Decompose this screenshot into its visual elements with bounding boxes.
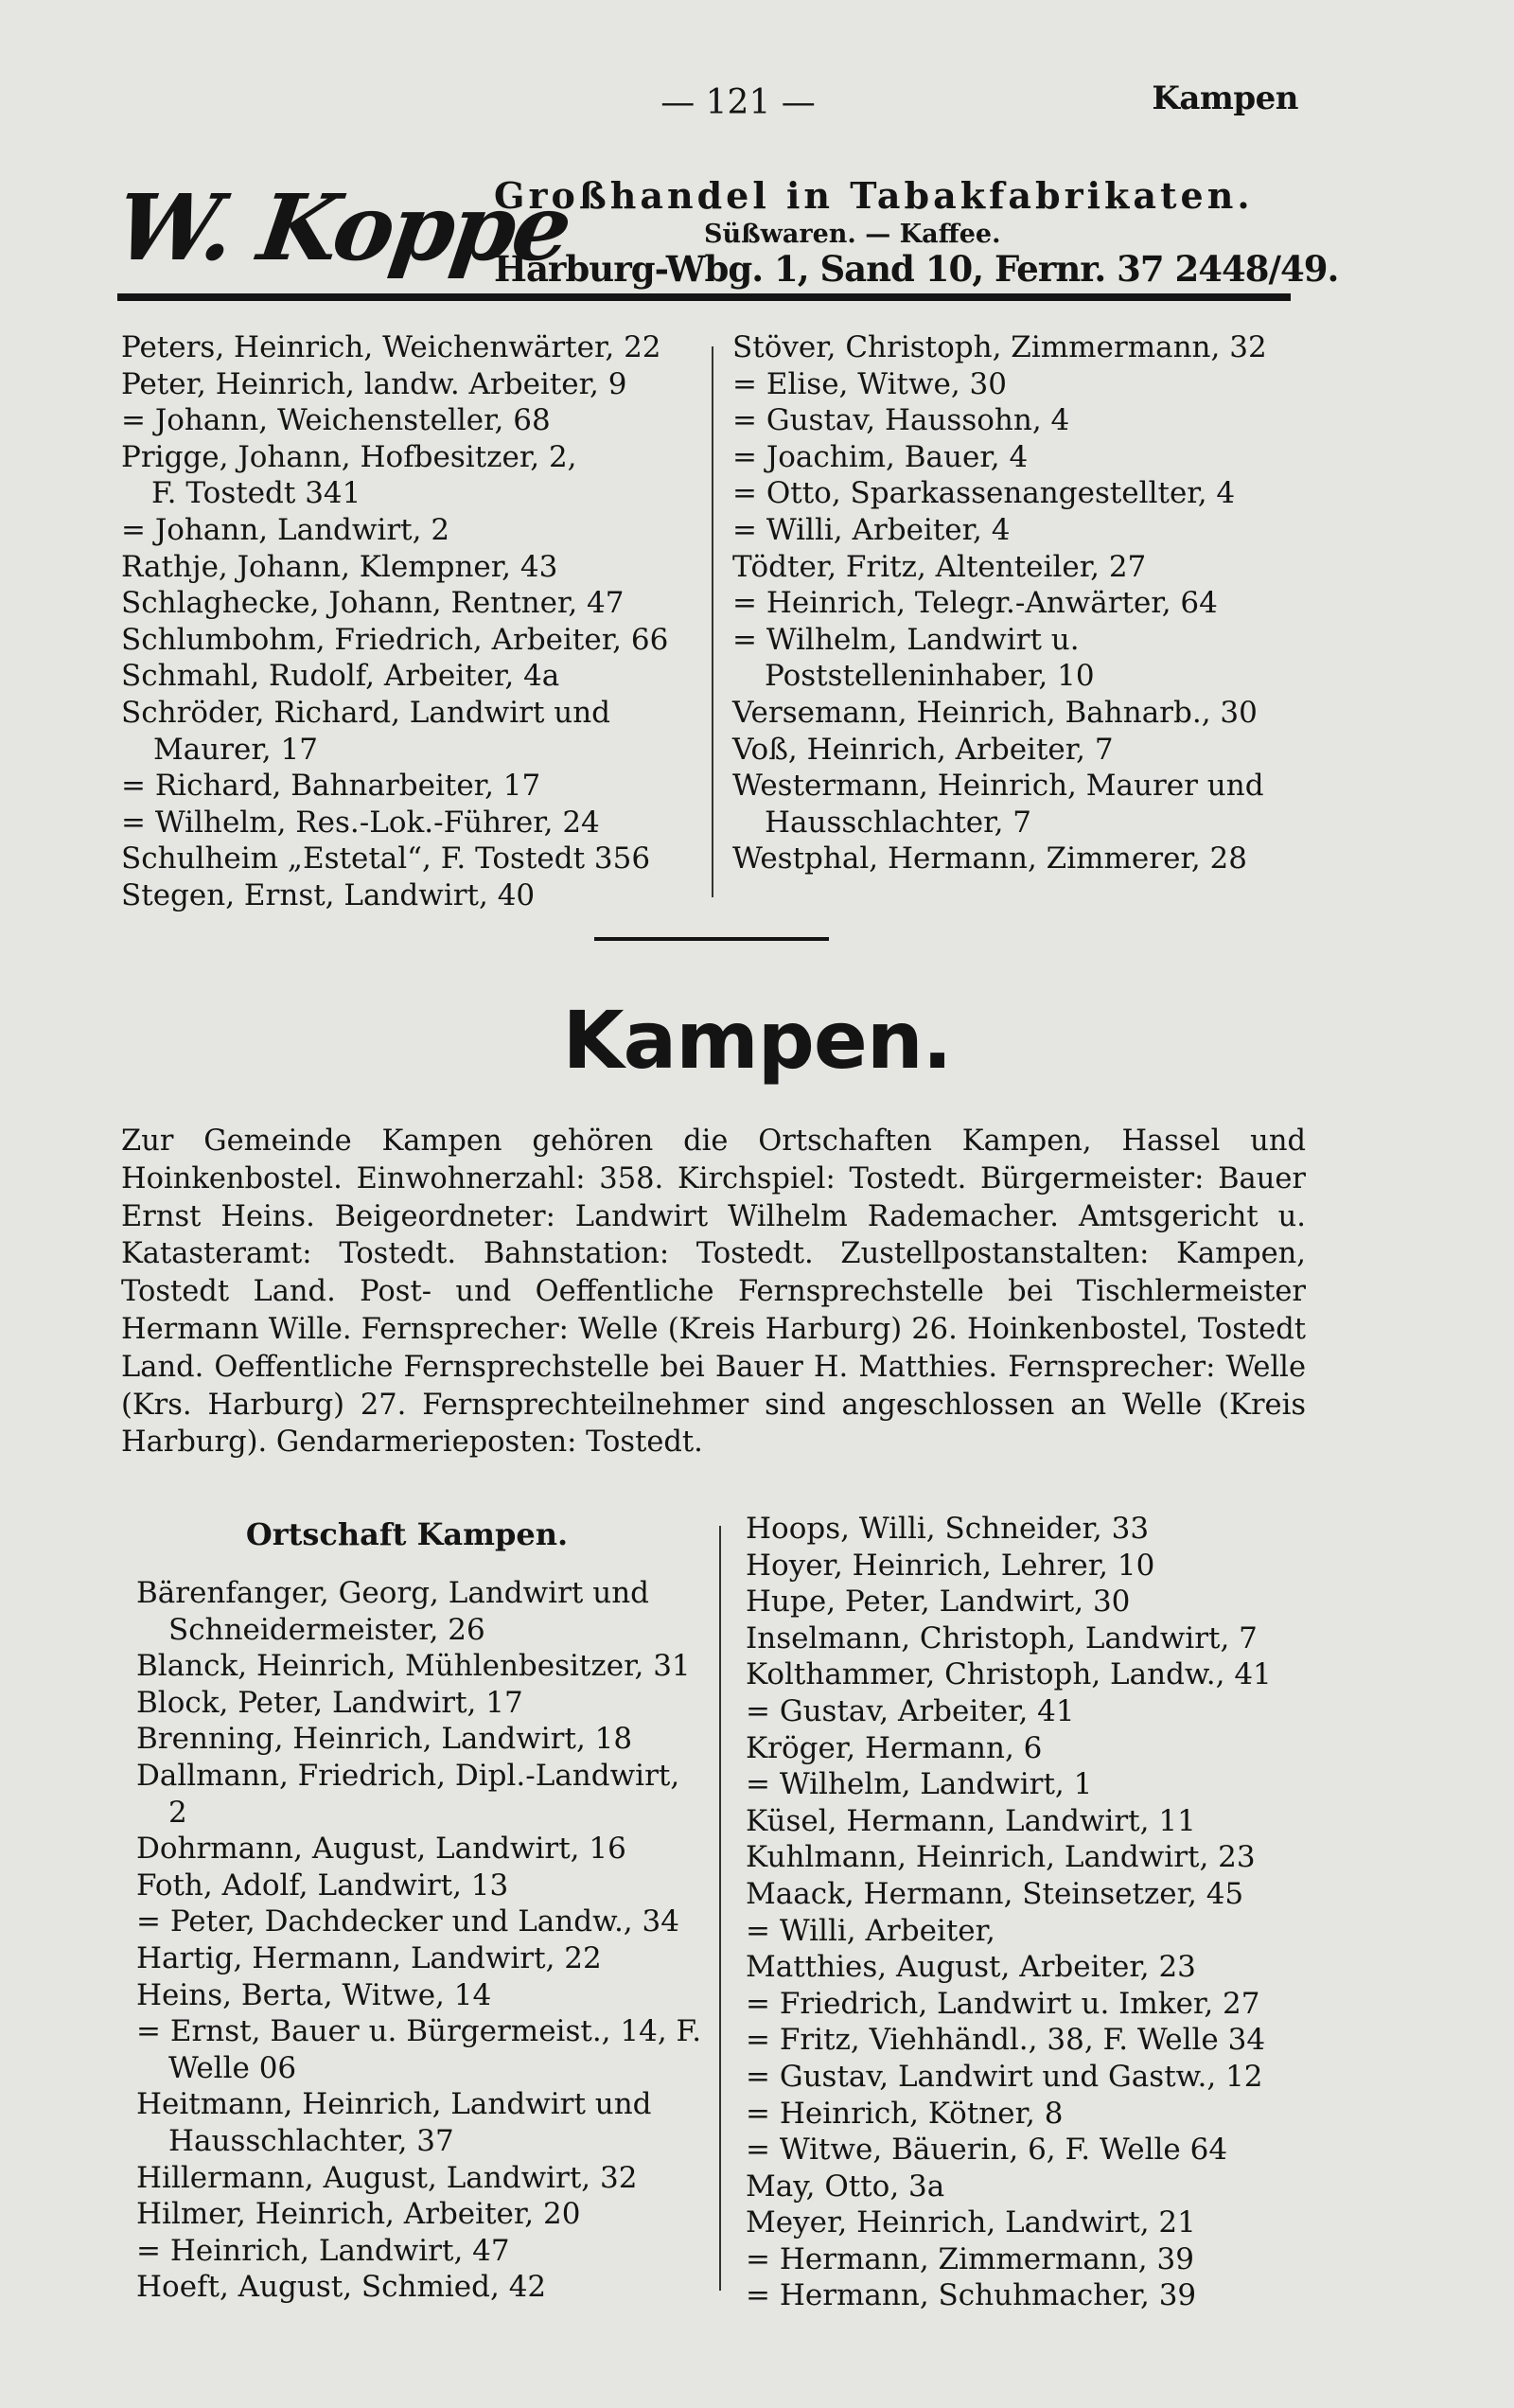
list-item: = Wilhelm, Landwirt, 1	[746, 1767, 1093, 1802]
ad-line-business: Großhandel in Tabakfabrikaten.	[494, 174, 1254, 217]
list-item: Peters, Heinrich, Weichenwärter, 22	[121, 330, 661, 364]
list-item: = Johann, Landwirt, 2	[121, 512, 450, 547]
list-item: Westphal, Hermann, Zimmerer, 28	[732, 841, 1247, 876]
section-divider	[594, 937, 829, 941]
section-title: Kampen.	[562, 994, 952, 1087]
list-item: = Hermann, Schuhmacher, 39	[746, 2278, 1197, 2313]
column-divider	[719, 1526, 721, 2291]
list-item: = Peter, Dachdecker und Landw., 34	[136, 1904, 679, 1939]
list-item: Schlaghecke, Johann, Rentner, 47	[121, 586, 625, 621]
list-item: = Heinrich, Landwirt, 47	[136, 2233, 510, 2268]
list-item: Foth, Adolf, Landwirt, 13	[136, 1868, 509, 1903]
list-item: Stöver, Christoph, Zimmermann, 32	[732, 330, 1267, 364]
top-left-column	[121, 329, 695, 914]
list-item: Hartig, Hermann, Landwirt, 22	[136, 1940, 602, 1975]
list-item: = Witwe, Bäuerin, 6, F. Welle 64	[746, 2133, 1228, 2168]
list-item: = Gustav, Landwirt und Gastw., 12	[746, 2059, 1263, 2094]
list-item: May, Otto, 3a	[746, 2169, 945, 2204]
list-item: Dallmann, Friedrich, Dipl.-Landwirt, 2	[136, 1758, 680, 1830]
list-item: = Ernst, Bauer u. Bürgermeist., 14, F. Welle 06	[136, 2014, 702, 2085]
ad-logo: W. Koppe	[110, 174, 576, 281]
list-item: Heins, Berta, Witwe, 14	[136, 1977, 492, 2012]
list-item: Küsel, Hermann, Landwirt, 11	[746, 1803, 1196, 1838]
list-item: Maack, Hermann, Steinsetzer, 45	[746, 1876, 1244, 1911]
list-item: = Fritz, Viehhändl., 38, F. Welle 34	[746, 2023, 1266, 2058]
list-item: Dohrmann, August, Landwirt, 16	[136, 1832, 626, 1867]
list-item: = Johann, Weichensteller, 68	[121, 403, 551, 438]
list-item: Stegen, Ernst, Landwirt, 40	[121, 877, 536, 912]
list-item: Kuhlmann, Heinrich, Landwirt, 23	[746, 1840, 1256, 1875]
list-item: Block, Peter, Landwirt, 17	[136, 1685, 523, 1720]
advertisement	[110, 167, 1339, 290]
list-item: = Wilhelm, Landwirt u. Poststelleninhaber, 10	[732, 622, 1095, 694]
list-item: = Otto, Sparkassenangestellter, 4	[732, 476, 1236, 511]
list-item: Bärenfanger, Georg, Landwirt und Schneidermeister, 26	[136, 1576, 650, 1647]
municipality-info: Zur Gemeinde Kampen gehören die Ortschaften Kampen, Hassel und Hoinkenbostel. Einwohnerzahl: 358. Kirchspiel: Tostedt. Bürgermeister: Bauer Ernst Heins. Beigeordneter: Landwirt Wilhelm Rademacher. Amtsgericht u. Katasteramt: Tostedt. Bahnstation: Tostedt. Zustellpostanstalten: Kampen, Tostedt Land. Post- und Oeffentliche Fernsprechstelle bei Tischlermeister Hermann Wille. Fernsprecher: Welle (Kreis Harburg) 26. Hoinkenbostel, Tostedt Land. Oeffentliche Fernsprechstelle bei Bauer H. Matthies. Fernsprecher: Welle (Krs. Harburg) 27. Fernsprechteilnehmer sind angeschlossen an Welle (Kreis Harburg). Gendarmerieposten: Tostedt.	[121, 1124, 1306, 1460]
list-item: = Joachim, Bauer, 4	[732, 439, 1029, 474]
ad-line-address: Harburg-Wbg. 1, Sand 10, Fernr. 37 2448/49.	[494, 248, 1339, 290]
list-item: = Wilhelm, Res.-Lok.-Führer, 24	[121, 805, 600, 840]
list-item: Westermann, Heinrich, Maurer und Hausschlachter, 7	[732, 769, 1264, 840]
list-item: Hupe, Peter, Landwirt, 30	[746, 1585, 1131, 1620]
list-item: = Elise, Witwe, 30	[732, 366, 1007, 401]
list-item: Versemann, Heinrich, Bahnarb., 30	[732, 695, 1258, 730]
top-right-column	[732, 329, 1315, 877]
list-item: Kröger, Hermann, 6	[746, 1730, 1043, 1765]
list-item: Blanck, Heinrich, Mühlenbesitzer, 31	[136, 1649, 691, 1684]
list-item: Kolthammer, Christoph, Landw., 41	[746, 1657, 1272, 1692]
list-item: Peter, Heinrich, landw. Arbeiter, 9	[121, 366, 627, 401]
list-item: = Friedrich, Landwirt u. Imker, 27	[746, 1986, 1260, 2021]
list-item: Matthies, August, Arbeiter, 23	[746, 1950, 1196, 1985]
list-item: = Gustav, Arbeiter, 41	[746, 1693, 1075, 1728]
sub-heading: Ortschaft Kampen.	[245, 1516, 569, 1552]
ad-line-products: Süßwaren. — Kaffee.	[704, 220, 1001, 249]
list-item: Schulheim „Estetal“, F. Tostedt 356	[121, 841, 651, 876]
list-item: Prigge, Johann, Hofbesitzer, 2,	[121, 439, 577, 474]
list-item: F. Tostedt 341	[151, 476, 361, 511]
column-divider	[712, 346, 713, 897]
list-item: Hoyer, Heinrich, Lehrer, 10	[746, 1548, 1155, 1583]
list-item: Meyer, Heinrich, Landwirt, 21	[746, 2205, 1196, 2240]
list-item: Inselmann, Christoph, Landwirt, 7	[746, 1620, 1258, 1656]
ad-divider	[117, 293, 1291, 301]
list-item: Hillermann, August, Landwirt, 32	[136, 2160, 638, 2195]
list-item: Schlumbohm, Friedrich, Arbeiter, 66	[121, 622, 669, 657]
list-item: Schröder, Richard, Landwirt und Maurer, 17	[121, 695, 611, 767]
bottom-left-column	[136, 1575, 704, 2306]
list-item: Tödter, Fritz, Altenteiler, 27	[732, 549, 1147, 584]
list-item: = Heinrich, Telegr.-Anwärter, 64	[732, 586, 1218, 621]
list-item: = Heinrich, Kötner, 8	[746, 2096, 1064, 2131]
list-item: = Gustav, Haussohn, 4	[732, 403, 1070, 438]
list-item: = Willi, Arbeiter,	[746, 1913, 995, 1948]
list-item: Voß, Heinrich, Arbeiter, 7	[732, 732, 1114, 767]
list-item: = Hermann, Zimmermann, 39	[746, 2241, 1194, 2276]
page-number: — 121 —	[660, 83, 816, 122]
list-item: = Willi, Arbeiter, 4	[732, 512, 1011, 547]
list-item: Hoeft, August, Schmied, 42	[136, 2270, 547, 2305]
list-item: Schmahl, Rudolf, Arbeiter, 4a	[121, 659, 560, 694]
list-item: = Richard, Bahnarbeiter, 17	[121, 769, 541, 804]
list-item: Hoops, Willi, Schneider, 33	[746, 1512, 1150, 1546]
list-item: Heitmann, Heinrich, Landwirt und Hausschlachter, 37	[136, 2087, 652, 2158]
bottom-right-column	[746, 1511, 1313, 2314]
list-item: Hilmer, Heinrich, Arbeiter, 20	[136, 2197, 581, 2232]
list-item: Rathje, Johann, Klempner, 43	[121, 549, 558, 584]
list-item: Brenning, Heinrich, Landwirt, 18	[136, 1722, 633, 1757]
running-head: Kampen	[1152, 80, 1298, 117]
